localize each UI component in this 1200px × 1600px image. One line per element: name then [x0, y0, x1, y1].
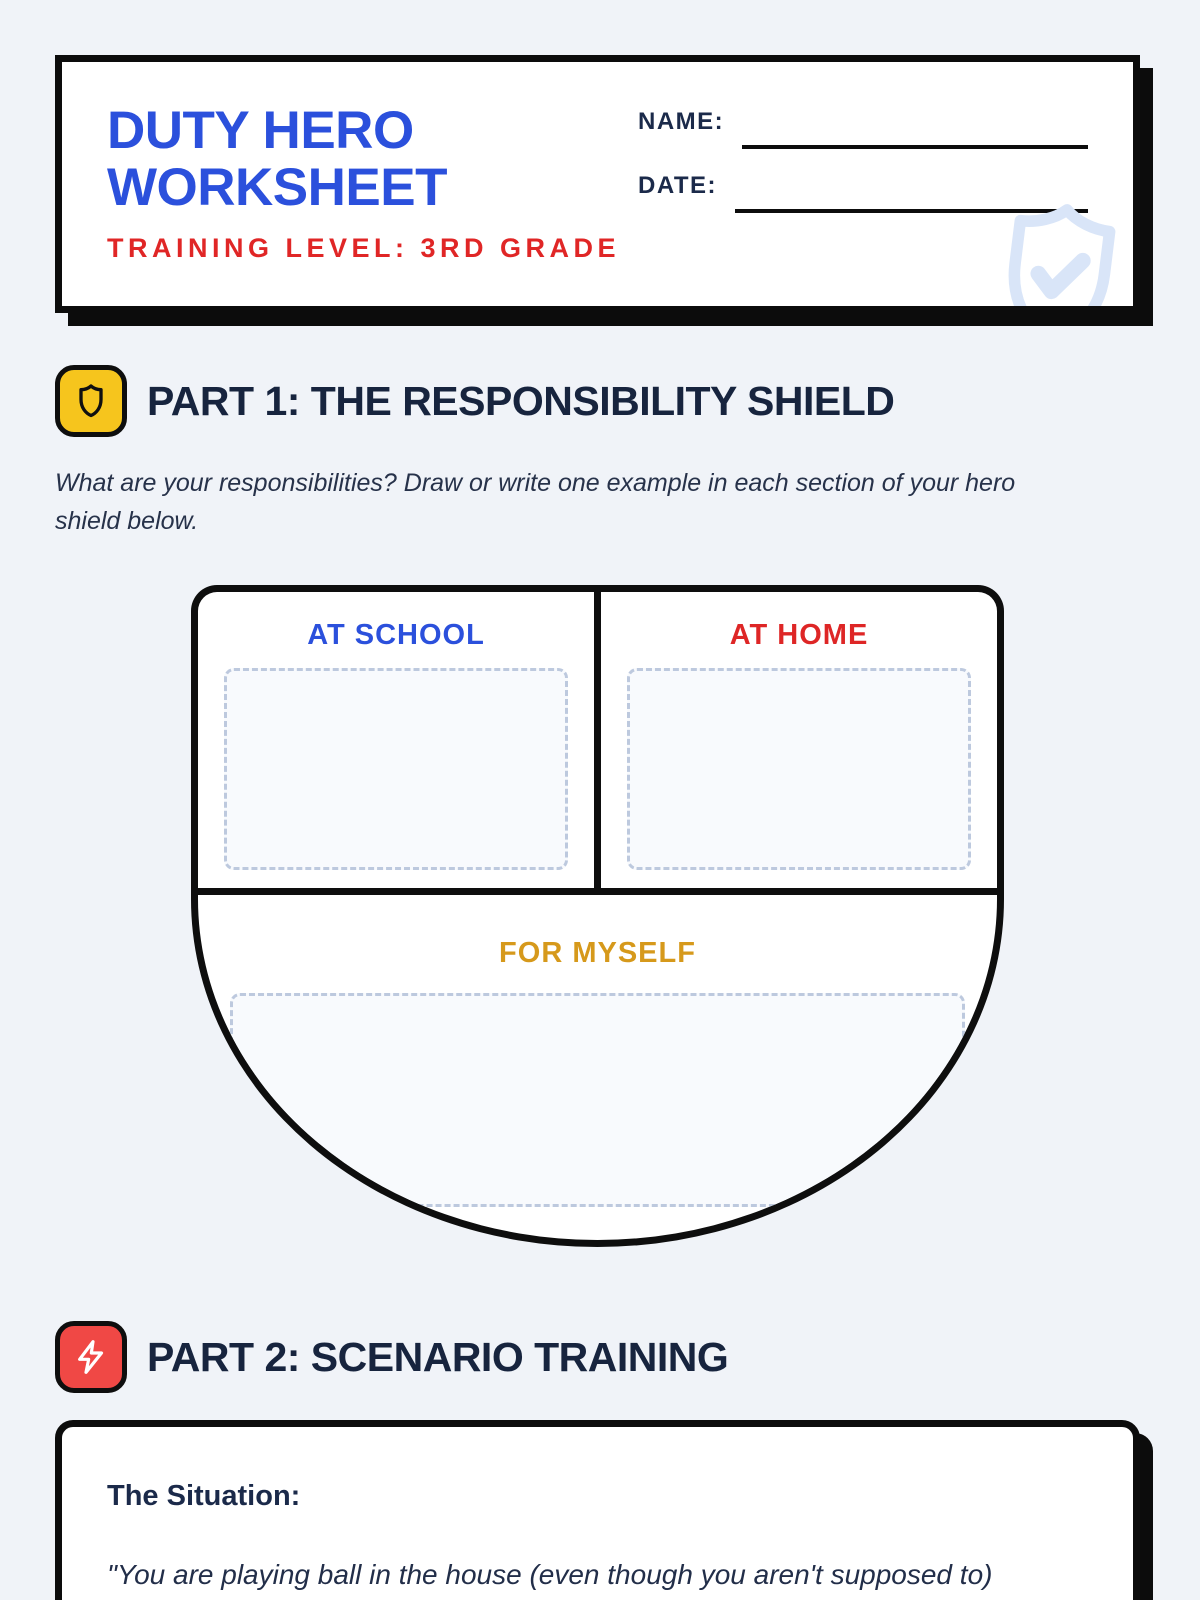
worksheet-title [107, 103, 638, 216]
situation-label: The Situation: [107, 1480, 301, 1513]
at-home-label: AT HOME [729, 619, 869, 652]
shield-section-at-home [601, 592, 997, 888]
training-level-subtitle: TRAINING LEVEL: 3RD GRADE [107, 233, 621, 264]
situation-text: "You are playing ball in the house (even though you aren't supposed to) [107, 1559, 993, 1591]
shield-section-at-school [198, 592, 601, 888]
at-home-drawing-area[interactable] [627, 668, 971, 870]
for-myself-drawing-area[interactable] [230, 993, 965, 1207]
title-line-2: WORKSHEET [107, 157, 447, 217]
part2-icon-badge [55, 1321, 127, 1393]
shield-section-for-myself [198, 895, 997, 1240]
shield-icon [71, 381, 111, 421]
header-card [55, 55, 1140, 313]
responsibility-shield-diagram [191, 585, 1004, 1247]
part1-heading-row [55, 365, 1140, 437]
for-myself-label: FOR MYSELF [499, 937, 696, 970]
name-field-row [638, 108, 1088, 136]
shield-check-watermark-icon [976, 188, 1140, 313]
part1-icon-badge [55, 365, 127, 437]
part2-heading-row [55, 1321, 1140, 1393]
date-label: DATE: [638, 172, 718, 199]
lightning-icon [71, 1337, 111, 1377]
at-school-label: AT SCHOOL [307, 619, 485, 652]
scenario-situation-box [55, 1420, 1140, 1600]
name-label: NAME: [638, 108, 725, 135]
part2-title: PART 2: SCENARIO TRAINING [147, 1333, 729, 1380]
part1-instructions: What are your responsibilities? Draw or write one example in each section of your hero shield below. [55, 469, 1016, 535]
at-school-drawing-area[interactable] [224, 668, 568, 870]
part1-title: PART 1: THE RESPONSIBILITY SHIELD [147, 377, 895, 424]
title-line-1: DUTY HERO [107, 101, 414, 160]
name-fill-line[interactable] [742, 145, 1088, 149]
